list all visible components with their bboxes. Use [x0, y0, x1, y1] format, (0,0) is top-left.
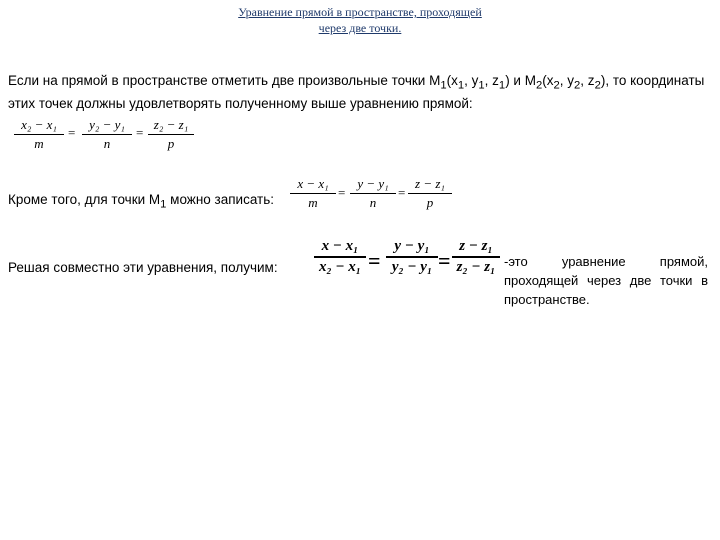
fraction: [148, 117, 194, 152]
label-sub: 1: [160, 198, 167, 211]
fraction: [14, 117, 64, 152]
intro-sub: 2: [594, 79, 601, 92]
title-line-2: через две точки.: [318, 21, 402, 35]
fraction-bar: [386, 256, 438, 258]
denominator: y₂ − y₁: [391, 259, 433, 275]
intro-sub: 2: [574, 79, 581, 92]
denominator: p: [167, 136, 175, 151]
fraction-bar: [290, 193, 336, 194]
intro-text: (x: [542, 73, 554, 88]
intro-sub: 1: [498, 79, 506, 92]
formula-description: -это уравнение прямой, проходящей через две точки в пространстве.: [504, 254, 708, 307]
intro-sub: 2: [553, 79, 560, 92]
equals-sign: =: [68, 125, 76, 140]
numerator: y − y₁: [394, 238, 430, 254]
equals-sign: =: [338, 185, 346, 200]
fraction: [386, 238, 438, 276]
intro-text: , z: [484, 73, 499, 88]
equals-sign: =: [136, 125, 144, 140]
fraction-bar: [14, 134, 64, 135]
numerator: x − x₁: [321, 238, 359, 254]
intro-sub: 1: [440, 79, 447, 92]
equals-sign: =: [438, 248, 451, 273]
fraction: [314, 238, 366, 276]
denominator: m: [34, 136, 44, 151]
title-line-1: Уравнение прямой в пространстве, проходящей: [238, 5, 482, 19]
intro-text: , z: [580, 73, 595, 88]
numerator: y − y₁: [357, 176, 389, 191]
intro-text: (x: [446, 73, 458, 88]
equals-sign: =: [398, 185, 406, 200]
fraction: [290, 176, 336, 211]
slide-title: [0, 4, 720, 36]
fraction-bar: [350, 193, 396, 194]
denominator: n: [369, 195, 377, 210]
denominator: p: [426, 195, 434, 210]
denominator: x₂ − x₁: [318, 259, 362, 275]
label-point-m1: [8, 191, 274, 214]
numerator: x₂ − x₁: [21, 117, 57, 132]
intro-sub: 1: [457, 79, 465, 92]
intro-sub: 1: [478, 79, 485, 92]
intro-text: Если на прямой в пространстве отметить две произвольные точки M: [8, 73, 441, 88]
fraction: [350, 176, 396, 211]
label-text: Кроме того, для точки M: [8, 192, 161, 207]
intro-text: , y: [559, 73, 575, 88]
fraction: [408, 176, 452, 211]
fraction: [452, 238, 500, 276]
formula-two-point-line: [314, 238, 500, 286]
equals-sign: =: [368, 248, 381, 273]
intro-text: , y: [464, 73, 479, 88]
fraction-bar: [314, 256, 366, 258]
label-solving: Решая совместно эти уравнения, получим:: [8, 260, 278, 275]
intro-text: ), то координаты этих точек должны удовлетворять полученному выше уравнению прямой:: [8, 73, 705, 111]
numerator: x − x₁: [297, 176, 329, 191]
intro-paragraph: [8, 72, 708, 113]
fraction-bar: [452, 256, 500, 258]
numerator: z − z₁: [415, 176, 445, 191]
fraction-bar: [82, 134, 132, 135]
formula-points-on-line: [14, 117, 194, 157]
fraction-bar: [148, 134, 194, 135]
numerator: z − z₁: [459, 238, 493, 254]
denominator: n: [103, 136, 111, 151]
intro-text: ) и M: [505, 73, 536, 88]
numerator: z₂ − z₁: [153, 117, 189, 132]
numerator: y₂ − y₁: [89, 117, 125, 132]
formula-point-m1: [290, 176, 445, 216]
label-text: можно записать:: [166, 192, 275, 207]
denominator: m: [308, 195, 318, 210]
fraction-bar: [408, 193, 452, 194]
intro-sub: 2: [535, 79, 543, 92]
fraction: [82, 117, 132, 152]
denominator: z₂ − z₁: [456, 259, 496, 275]
